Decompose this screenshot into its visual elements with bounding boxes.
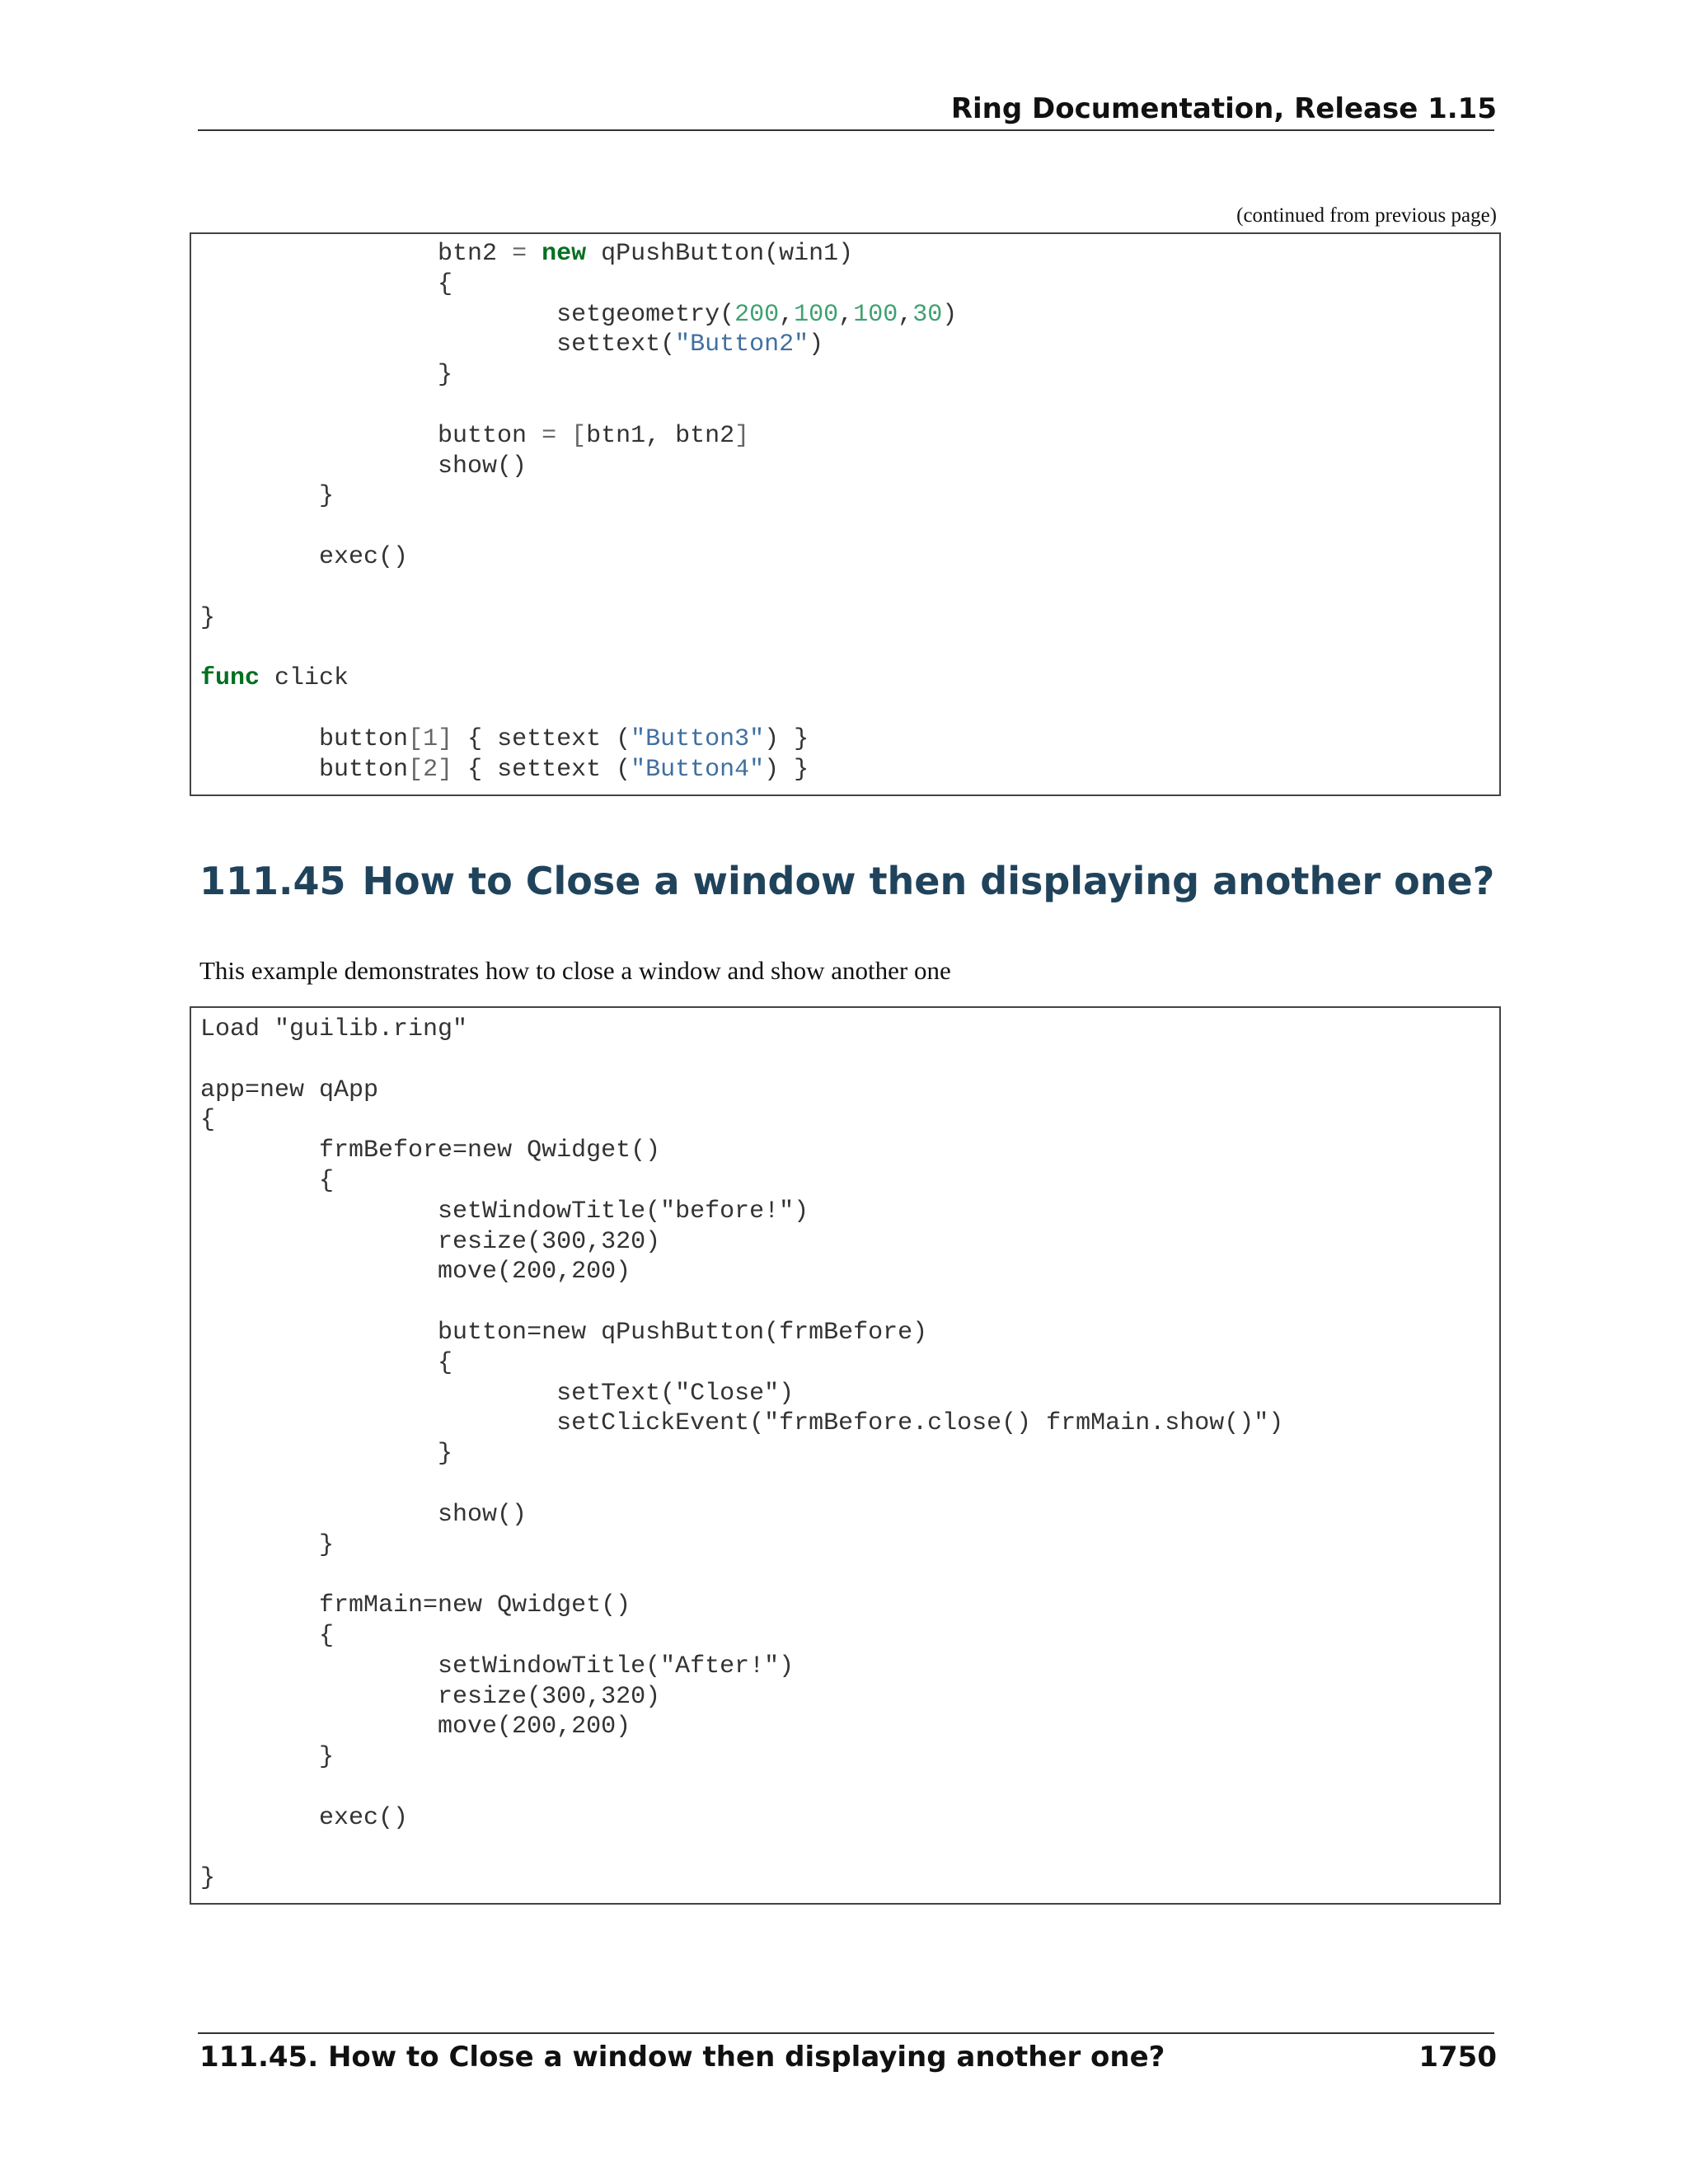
code-line (200, 1804, 408, 1832)
code-token: button (200, 421, 542, 450)
code-token: { (200, 1106, 216, 1135)
code-line (200, 1591, 631, 1619)
code-line (200, 1258, 631, 1286)
footer-section-ref: 111.45. How to Close a window then displaying another one? (199, 2041, 1165, 2074)
code-token-num: 200 (734, 300, 780, 329)
code-token-op: = (542, 421, 557, 450)
code-token: Load "guilib.ring" (200, 1015, 468, 1043)
header-rule (198, 129, 1494, 131)
code-line (200, 270, 452, 298)
code-token-kw: func (200, 664, 260, 693)
running-header-title: Ring Documentation, Release 1.15 (950, 92, 1497, 125)
code-token: setText("Close") (200, 1379, 795, 1408)
code-token: } (200, 1743, 335, 1772)
code-line (200, 482, 334, 510)
code-token: qPushButton(win1) (586, 240, 854, 268)
code-line (200, 1076, 378, 1104)
code-line (200, 1713, 631, 1741)
code-line (200, 1622, 334, 1650)
code-token: setWindowTitle("before!") (200, 1197, 809, 1226)
code-line (200, 361, 452, 389)
code-line (200, 725, 809, 753)
code-token: btn2 (200, 240, 513, 268)
code-token: setClickEvent("frmBefore.close() frmMain.show()") (200, 1409, 1284, 1438)
code-token: button (200, 755, 409, 784)
code-token: , (898, 300, 913, 329)
code-token-num: 100 (794, 300, 839, 329)
code-token: button (200, 724, 409, 753)
code-token: ) (809, 330, 824, 359)
code-token: { (200, 1348, 453, 1377)
code-line (200, 1501, 527, 1529)
code-token (556, 422, 571, 450)
code-line (200, 1319, 927, 1347)
section-number: 111.45 (199, 859, 346, 903)
code-line (200, 1228, 660, 1256)
code-token-num: 30 (912, 300, 943, 329)
code-token: btn1, btn2 (586, 421, 735, 450)
code-line (200, 1409, 1283, 1437)
code-token: exec() (200, 1803, 409, 1832)
code-token-op: [1] (408, 724, 453, 753)
code-token: ) } (764, 755, 809, 784)
code-line (200, 543, 408, 571)
code-listing (191, 1015, 1499, 1894)
code-token: { (200, 1166, 335, 1195)
code-line (200, 452, 527, 480)
code-token: move(200,200) (200, 1713, 631, 1741)
code-line (200, 1743, 334, 1771)
code-token: , (779, 300, 795, 329)
code-token: app=new qApp (200, 1076, 379, 1104)
code-token: } (200, 1530, 335, 1559)
code-line (200, 1380, 794, 1408)
code-token-kw: new (542, 240, 587, 268)
code-token-op: [ (571, 421, 587, 450)
code-line (200, 756, 809, 784)
code-token: , (838, 300, 854, 329)
code-line (200, 301, 957, 329)
code-line (200, 1652, 794, 1680)
continued-note: (continued from previous page) (1236, 204, 1497, 227)
code-token: settext( (200, 330, 676, 359)
code-token (527, 240, 542, 268)
code-line (200, 1349, 452, 1377)
section-heading (199, 859, 1494, 903)
code-token: show() (200, 452, 528, 480)
code-line (200, 330, 823, 359)
code-line (200, 1197, 809, 1226)
code-token: { settext ( (452, 755, 631, 784)
footer-rule (198, 2032, 1494, 2034)
code-line (200, 604, 215, 632)
code-token-op: [2] (408, 755, 453, 784)
code-line (200, 1106, 215, 1134)
code-token: setWindowTitle("After!") (200, 1652, 795, 1680)
code-token: move(200,200) (200, 1258, 631, 1286)
code-token-str: "Button2" (675, 330, 809, 359)
code-token: } (200, 361, 453, 390)
code-token: resize(300,320) (200, 1227, 661, 1256)
code-listing (191, 239, 1499, 785)
code-token: ) } (764, 724, 809, 753)
code-line (200, 1167, 334, 1195)
code-line (200, 1015, 467, 1043)
code-token: ) (942, 300, 958, 329)
code-token: button=new qPushButton(frmBefore) (200, 1318, 928, 1347)
page-number: 1750 (1418, 2041, 1497, 2074)
code-token: { settext ( (452, 724, 631, 753)
code-block-continued (190, 232, 1501, 796)
code-token: setgeometry( (200, 300, 735, 329)
code-line (200, 1864, 215, 1892)
code-line (200, 1683, 660, 1711)
code-token: click (260, 664, 349, 693)
code-line (200, 1137, 660, 1165)
code-token: frmMain=new Qwidget() (200, 1591, 631, 1620)
code-token: } (200, 1864, 216, 1893)
code-token-op: ] (734, 421, 750, 450)
code-token: { (200, 269, 453, 298)
code-token: resize(300,320) (200, 1682, 661, 1711)
code-token: } (200, 603, 216, 632)
code-token: frmBefore=new Qwidget() (200, 1137, 661, 1165)
code-line (200, 1531, 334, 1559)
code-line (200, 422, 749, 450)
code-line (200, 1440, 452, 1468)
code-line (200, 240, 853, 268)
code-token: } (200, 482, 335, 511)
code-token: } (200, 1440, 453, 1469)
section-title: How to Close a window then displaying another one? (362, 859, 1495, 903)
code-block-example (190, 1006, 1501, 1905)
code-token: { (200, 1621, 335, 1650)
code-token-op: = (512, 240, 528, 268)
code-token: show() (200, 1500, 528, 1529)
code-token: exec() (200, 542, 409, 571)
code-line (200, 664, 349, 692)
code-token-num: 100 (853, 300, 898, 329)
code-token-str: "Button3" (631, 724, 765, 753)
code-token-str: "Button4" (631, 755, 765, 784)
intro-paragraph: This example demonstrates how to close a window and show another one (199, 956, 951, 985)
